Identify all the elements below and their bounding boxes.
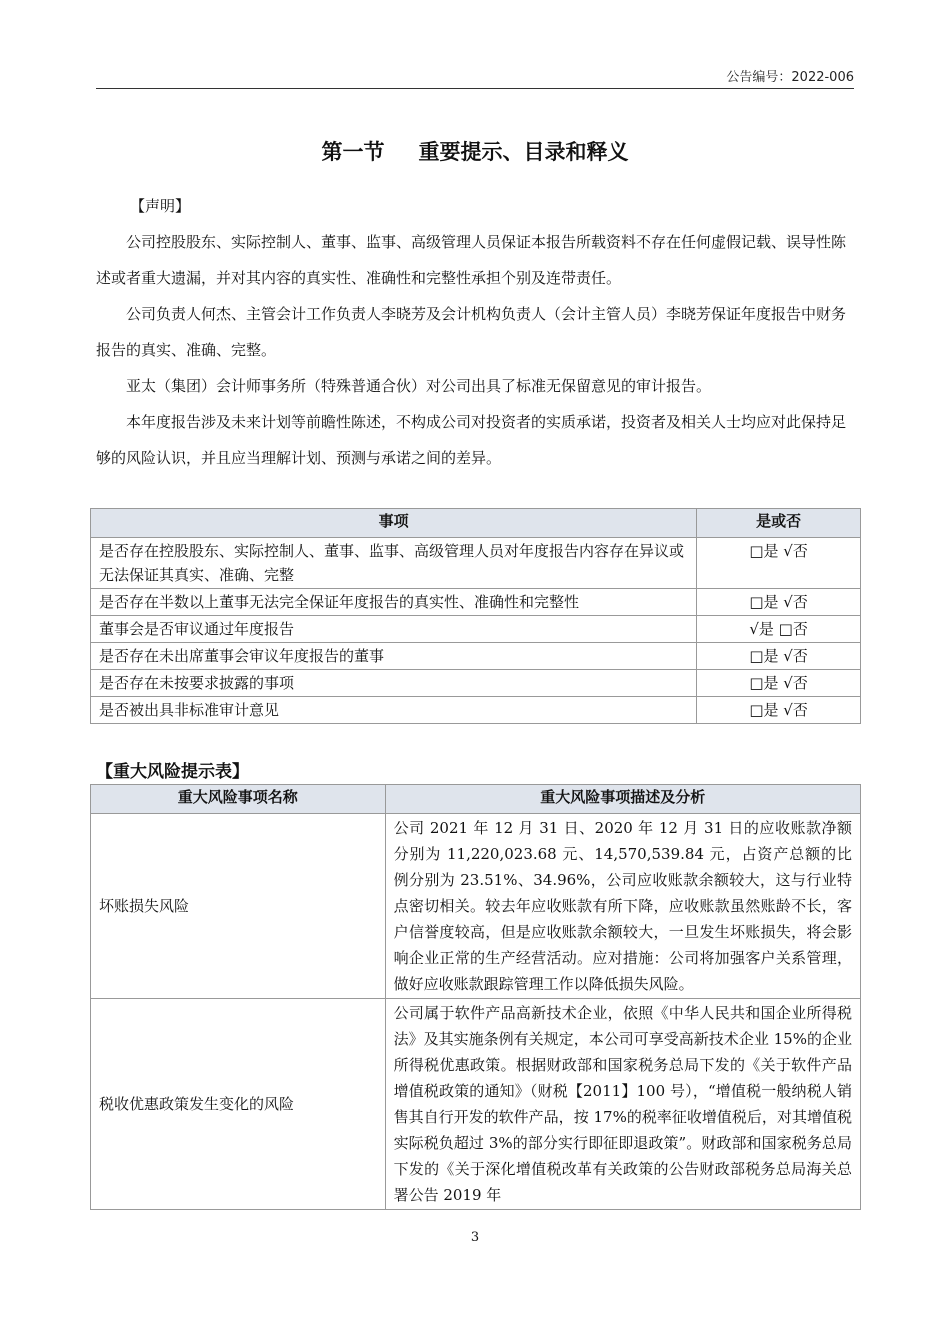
page-title — [0, 136, 950, 166]
risk-table — [90, 784, 861, 1210]
table-row — [91, 616, 861, 643]
table-row — [91, 814, 861, 999]
page-number: 3 — [470, 1230, 480, 1245]
risk-name: 坏账损失风险 — [91, 814, 386, 999]
table-row — [91, 697, 861, 724]
matters-header-answer: 是或否 — [697, 509, 861, 538]
matter-item: 是否存在未按要求披露的事项 — [91, 670, 697, 697]
matter-item: 是否被出具非标准审计意见 — [91, 697, 697, 724]
table-row — [91, 538, 861, 589]
risk-section-label: 【重大风险提示表】 — [96, 762, 249, 782]
risk-header-row — [91, 785, 861, 814]
table-row — [91, 589, 861, 616]
risk-description: 公司属于软件产品高新技术企业，依照《中华人民共和国企业所得税法》及其实施条例有关规定，本公司可享受高新技术企业 15%的企业所得税优惠政策。根据财政部和国家税务总局下发的《关于软件产品增值税政策的通知》（财税【2011】100 号），“增值税一般纳税人销售其自行开发的软件产品，按 17%的税率征收增值税后，对其增值税实际税负超过 3%的部分实行即征即退政策”。财政部和国家税务总局下发的《关于深化增值税改革有关政策的公告财政部税务总局海关总署公告 2019 年 — [385, 999, 860, 1210]
paragraph-auditor: 亚太（集团）会计师事务所（特殊普通合伙）对公司出具了标准无保留意见的审计报告。 — [126, 377, 712, 395]
matter-item: 是否存在半数以上董事无法完全保证年度报告的真实性、准确性和完整性 — [91, 589, 697, 616]
matter-answer: □是 √否 — [697, 697, 861, 724]
matter-answer: □是 √否 — [697, 589, 861, 616]
header-rule — [96, 88, 854, 89]
statement-label: 【声明】 — [130, 197, 191, 215]
matter-item: 是否存在未出席董事会审议年度报告的董事 — [91, 643, 697, 670]
risk-header-name: 重大风险事项名称 — [91, 785, 386, 814]
matter-answer: √是 □否 — [697, 616, 861, 643]
matter-item: 董事会是否审议通过年度报告 — [91, 616, 697, 643]
section-title: 重要提示、目录和释义 — [418, 140, 629, 164]
table-row — [91, 999, 861, 1210]
matters-table — [90, 508, 861, 724]
table-row — [91, 670, 861, 697]
table-row — [91, 643, 861, 670]
paragraph-forward-looking: 本年度报告涉及未来计划等前瞻性陈述，不构成公司对投资者的实质承诺，投资者及相关人士均应对此保持足够的风险认识，并且应当理解计划、预测与承诺之间的差异。 — [96, 413, 847, 467]
paragraph-responsible: 公司负责人何杰、主管会计工作负责人李晓芳及会计机构负责人（会计主管人员）李晓芳保证年度报告中财务报告的真实、准确、完整。 — [96, 305, 847, 359]
risk-description: 公司 2021 年 12 月 31 日、2020 年 12 月 31 日的应收账款净额分别为 11,220,023.68 元、14,570,539.84 元，占资产总额的比例分别为 23.51%、34.96%，公司应收账款余额较大，这与行业特点密切相关。较去年应收账款有所下降，应收账款虽然账龄不长，客户信誉度较高，但是应收账款余额较大，一旦发生坏账损失，将会影响企业正常的生产经营活动。应对措施：公司将加强客户关系管理，做好应收账款跟踪管理工作以降低损失风险。 — [385, 814, 860, 999]
section-number: 第一节 — [321, 140, 385, 164]
matter-item: 是否存在控股股东、实际控制人、董事、监事、高级管理人员对年度报告内容存在异议或无法保证其真实、准确、完整 — [91, 538, 697, 589]
risk-header-description: 重大风险事项描述及分析 — [385, 785, 860, 814]
paragraph-guarantee: 公司控股股东、实际控制人、董事、监事、高级管理人员保证本报告所载资料不存在任何虚假记载、误导性陈述或者重大遗漏，并对其内容的真实性、准确性和完整性承担个别及连带责任。 — [96, 233, 847, 287]
document-number: 公告编号：2022-006 — [726, 70, 854, 85]
matters-header-item: 事项 — [91, 509, 697, 538]
risk-name: 税收优惠政策发生变化的风险 — [91, 999, 386, 1210]
matter-answer: □是 √否 — [697, 670, 861, 697]
matter-answer: □是 √否 — [697, 538, 861, 589]
matters-header-row — [91, 509, 861, 538]
matter-answer: □是 √否 — [697, 643, 861, 670]
